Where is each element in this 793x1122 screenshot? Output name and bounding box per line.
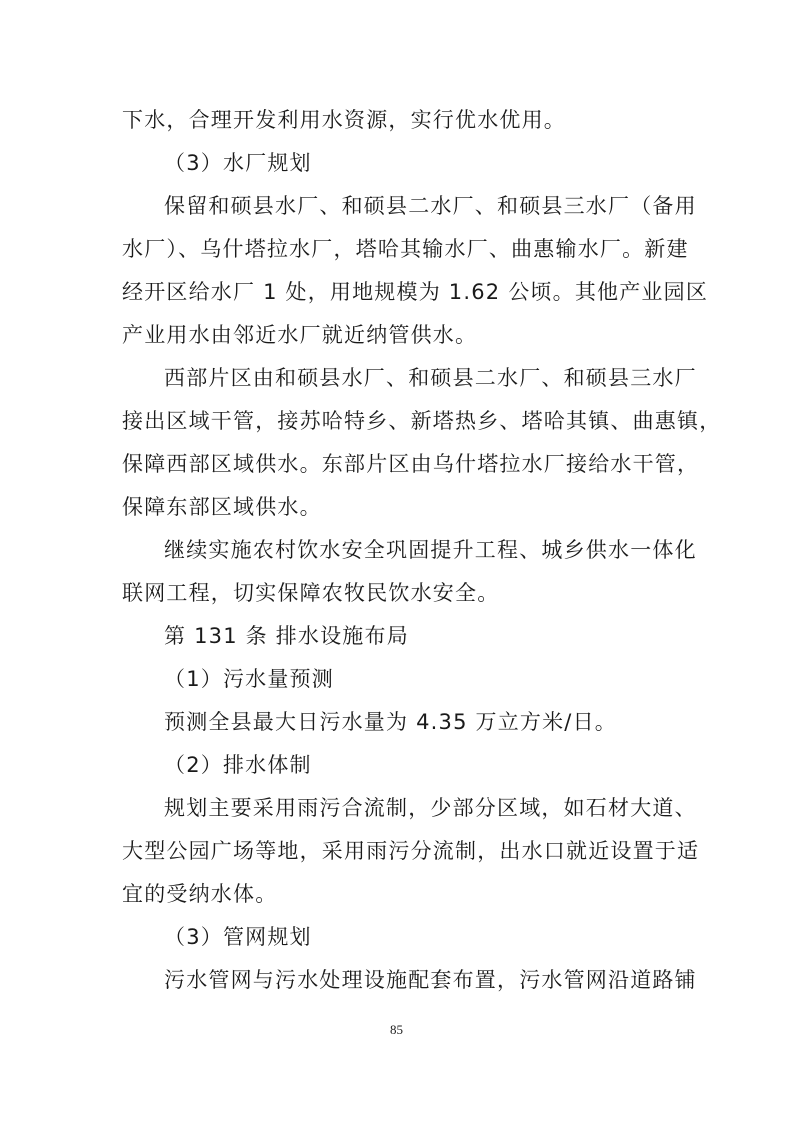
paragraph-line: 联网工程，切实保障农牧民饮水安全。 [122, 581, 500, 605]
paragraph-line: 保障东部区域供水。 [122, 495, 322, 519]
paragraph-line: 产业用水由邻近水厂就近纳管供水。 [122, 323, 478, 347]
paragraph-line: 宜的受纳水体。 [122, 882, 278, 906]
section-heading: （3）水厂规划 [164, 151, 312, 175]
section-heading: （2）排水体制 [164, 753, 312, 777]
paragraph-line: 预测全县最大日污水量为 4.35 万立方米/日。 [164, 710, 617, 734]
paragraph-line: 大型公园广场等地，采用雨污分流制，出水口就近设置于适 [122, 839, 700, 863]
paragraph-line: 规划主要采用雨污合流制，少部分区域，如石材大道、 [164, 796, 697, 820]
paragraph-line: 继续实施农村饮水安全巩固提升工程、城乡供水一体化 [164, 538, 697, 562]
section-heading: （3）管网规划 [164, 925, 312, 949]
section-heading: （1）污水量预测 [164, 667, 334, 691]
paragraph-line: 保留和硕县水厂、和硕县二水厂、和硕县三水厂（备用 [164, 194, 697, 218]
paragraph-line: 水厂）、乌什塔拉水厂，塔哈其输水厂、曲惠输水厂。新建 [122, 237, 689, 261]
page-number: 85 [390, 1022, 403, 1037]
paragraph-line: 下水，合理开发利用水资源，实行优水优用。 [122, 108, 566, 132]
paragraph-line: 西部片区由和硕县水厂、和硕县二水厂、和硕县三水厂 [164, 366, 697, 390]
paragraph-line: 保障西部区域供水。东部片区由乌什塔拉水厂接给水干管， [122, 452, 700, 476]
paragraph-line: 污水管网与污水处理设施配套布置，污水管网沿道路铺 [164, 968, 697, 992]
paragraph-line: 经开区给水厂 1 处，用地规模为 1.62 公顷。其他产业园区 [122, 280, 709, 304]
paragraph-line: 接出区域干管，接苏哈特乡、新塔热乡、塔哈其镇、曲惠镇， [122, 409, 722, 433]
article-heading: 第 131 条 排水设施布局 [164, 624, 409, 648]
